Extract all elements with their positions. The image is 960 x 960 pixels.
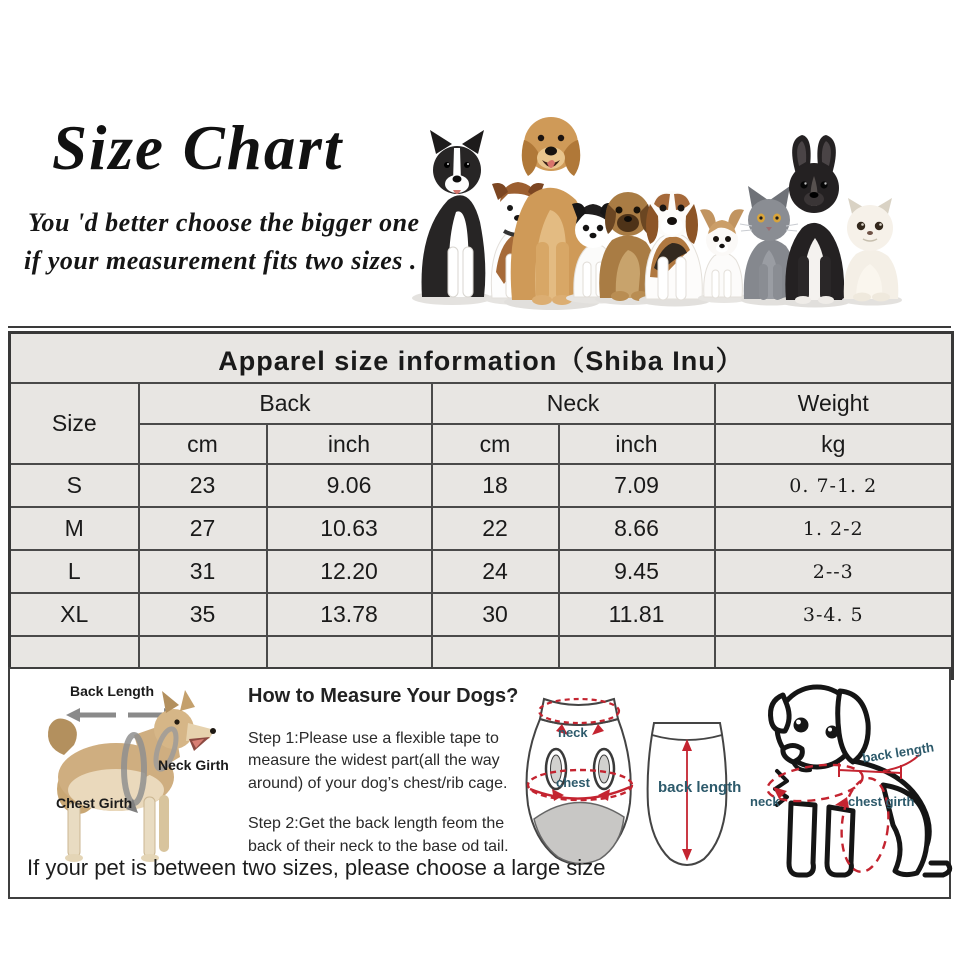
cell-neck-inch: 7.09 <box>559 464 715 507</box>
cell-back-inch: 13.78 <box>267 593 432 636</box>
cell-neck-cm: 18 <box>432 464 559 507</box>
garment-measure-diagram <box>512 677 752 877</box>
table-row-l <box>10 550 953 593</box>
puppy-chest-girth-label: chest girth <box>848 794 915 809</box>
col-group-back: Back <box>139 383 432 424</box>
table-top-rule <box>8 326 951 328</box>
cell-size: M <box>10 507 139 550</box>
measure-guide-heading: How to Measure Your Dogs? <box>248 685 519 707</box>
cell-neck-cm: 22 <box>432 507 559 550</box>
table-row-m <box>10 507 953 550</box>
page-title: Size Chart <box>52 113 344 183</box>
col-group-weight: Weight <box>715 383 953 424</box>
cell-neck-cm: 24 <box>432 550 559 593</box>
side-dog-chest-girth-label: Chest Girth <box>56 795 133 811</box>
subtitle-line-2: if your measurement fits two sizes . <box>24 246 417 275</box>
cell-neck-cm: 30 <box>432 593 559 636</box>
measure-step-2: Step 2:Get the back length feom the back of their neck to the base od tail. <box>248 815 509 855</box>
unit-neck-cm: cm <box>432 424 559 464</box>
subtitle-line-1: You 'd better choose the bigger one <box>28 208 420 237</box>
cell-back-cm: 23 <box>139 464 267 507</box>
cell-weight: 3-4. 5 <box>715 593 953 636</box>
garment-back-length-label: back length <box>658 779 742 796</box>
garment-neck-label: neck <box>558 725 588 740</box>
puppy-neck-label: neck <box>750 794 780 809</box>
cell-neck-inch: 8.66 <box>559 507 715 550</box>
pet-border-collie <box>412 130 492 305</box>
cell-size: XL <box>10 593 139 636</box>
cell-back-inch: 12.20 <box>267 550 432 593</box>
col-header-size: Size <box>10 383 139 464</box>
table-title: Apparel size information（Shiba Inu） <box>10 333 953 384</box>
side-dog-neck-girth-label: Neck Girth <box>158 757 229 773</box>
size-table <box>8 331 954 680</box>
cell-weight: 2--3 <box>715 550 953 593</box>
cell-weight: 1. 2-2 <box>715 507 953 550</box>
cell-size: S <box>10 464 139 507</box>
cell-neck-inch: 11.81 <box>559 593 715 636</box>
cell-weight: 0. 7-1. 2 <box>715 464 953 507</box>
col-group-neck: Neck <box>432 383 715 424</box>
side-dog-illustration <box>16 677 241 869</box>
pet-persian-cat <box>842 198 902 306</box>
cell-neck-inch: 9.45 <box>559 550 715 593</box>
cell-back-cm: 35 <box>139 593 267 636</box>
side-dog-back-length-label: Back Length <box>70 683 155 699</box>
table-row-s <box>10 464 953 507</box>
unit-weight-kg: kg <box>715 424 953 464</box>
footer-note: If your pet is between two sizes, please choose a large size <box>27 855 606 880</box>
cell-back-cm: 31 <box>139 550 267 593</box>
measuring-guide-panel <box>8 667 951 899</box>
puppy-back-length-label: back length <box>861 739 935 766</box>
measure-step-1: Step 1:Please use a flexible tape to measure the widest part(all the way around) of your dog’s chest/rib cage. <box>248 730 508 792</box>
cell-back-cm: 27 <box>139 507 267 550</box>
pet-chihuahua <box>698 209 750 303</box>
unit-back-inch: inch <box>267 424 432 464</box>
cell-back-inch: 9.06 <box>267 464 432 507</box>
unit-back-cm: cm <box>139 424 267 464</box>
table-row-xl <box>10 593 953 636</box>
pets-lineup-photo <box>400 92 960 317</box>
cell-size: L <box>10 550 139 593</box>
measure-guide-text <box>248 685 524 876</box>
garment-chest-label: chest <box>556 775 590 790</box>
cartoon-puppy-diagram <box>735 675 960 887</box>
unit-neck-inch: inch <box>559 424 715 464</box>
cell-back-inch: 10.63 <box>267 507 432 550</box>
